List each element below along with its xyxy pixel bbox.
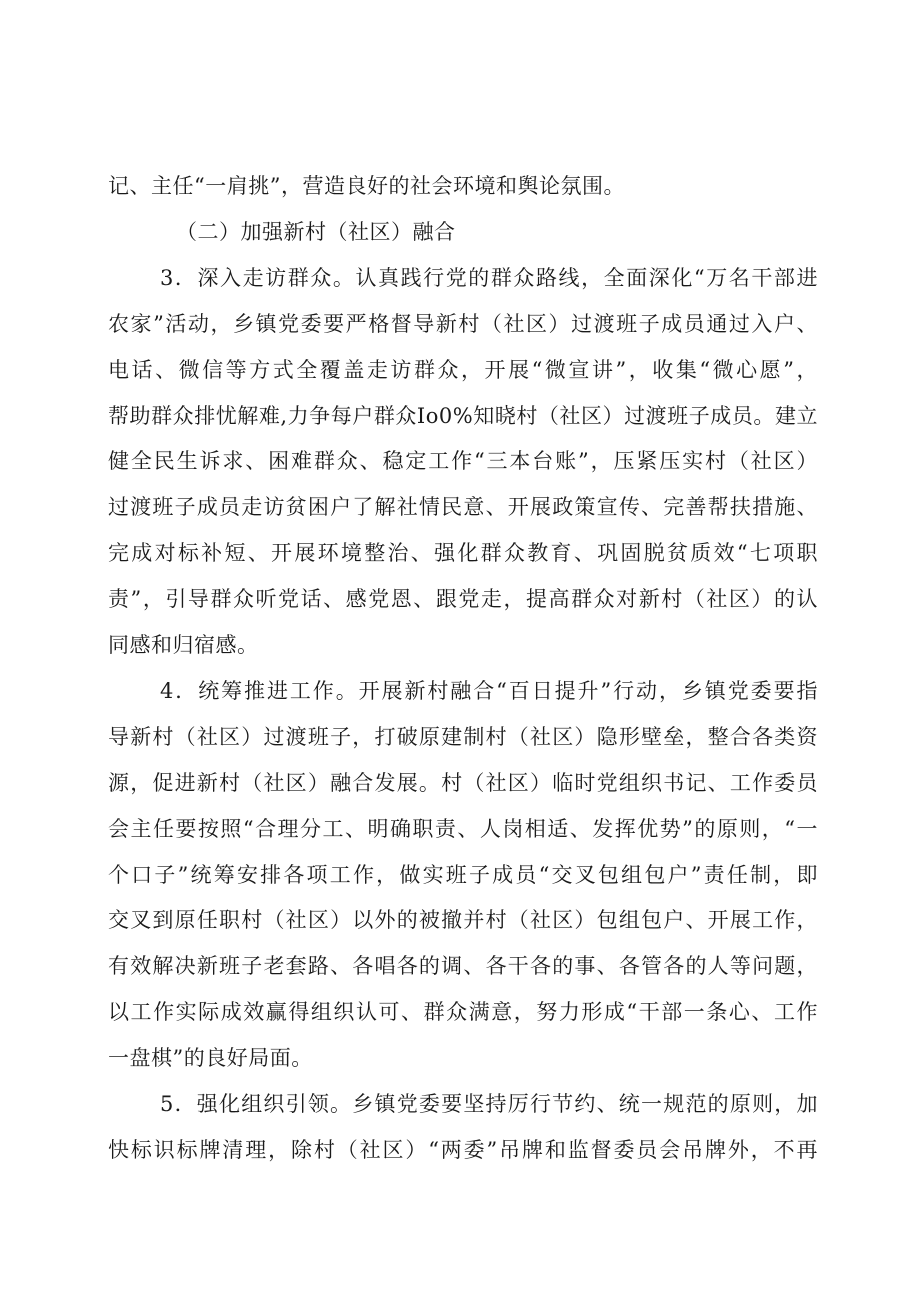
- paragraph-line: 4．统筹推进工作。开展新村融合“百日提升”行动，乡镇党委要指: [160, 679, 818, 703]
- paragraph-line: 过渡班子成员走访贫困户了解社情民意、开展政策宣传、完善帮扶措施、: [108, 495, 818, 519]
- paragraph-line: 导新村（社区）过渡班子，打破原建制村（社区）隐形壁垒，整合各类资: [108, 725, 818, 749]
- paragraph-line: 源，促进新村（社区）融合发展。村（社区）临时党组织书记、工作委员: [108, 771, 818, 795]
- paragraph-line: 完成对标补短、开展环境整治、强化群众教育、巩固脱贫质效“七项职: [108, 541, 818, 565]
- paragraph-line: 交叉到原任职村（社区）以外的被撤并村（社区）包组包户、开展工作，: [108, 908, 818, 932]
- section-heading: （二）加强新村（社区）融合: [176, 220, 456, 244]
- paragraph-line: 有效解决新班子老套路、各唱各的调、各干各的事、各管各的人等问题，: [108, 954, 818, 978]
- paragraph-line: 同感和归宿感。: [108, 633, 259, 657]
- paragraph-line: 一盘棋”的良好局面。: [108, 1046, 313, 1070]
- paragraph-line: 责”，引导群众听党话、感党恩、跟党走，提高群众对新村（社区）的认: [108, 587, 818, 611]
- paragraph-line: 健全民生诉求、困难群众、稳定工作“三本台账”，压紧压实村（社区）: [108, 449, 818, 473]
- paragraph-line: 以工作实际成效赢得组织认可、群众满意，努力形成“干部一条心、工作: [108, 1000, 818, 1024]
- paragraph-line: 电话、微信等方式全覆盖走访群众，开展“微宣讲”，收集“微心愿”，: [108, 358, 818, 382]
- paragraph-line: 3．深入走访群众。认真践行党的群众路线，全面深化“万名干部进: [160, 266, 818, 290]
- paragraph-line: 5．强化组织引领。乡镇党委要坚持厉行节约、统一规范的原则，加: [160, 1092, 818, 1116]
- paragraph-line: 农家”活动，乡镇党委要严格督导新村（社区）过渡班子成员通过入户、: [108, 312, 818, 336]
- paragraph-line: 会主任要按照“合理分工、明确职责、人岗相适、发挥优势”的原则，“一: [108, 817, 818, 841]
- paragraph-line: 快标识标牌清理，除村（社区）“两委”吊牌和监督委员会吊牌外，不再: [108, 1138, 818, 1162]
- text-line: 记、主任“一肩挑”，营造良好的社会环境和舆论氛围。: [108, 174, 625, 198]
- paragraph-line: 帮助群众排忧解难,力争每户群众Io0%知晓村（社区）过渡班子成员。建立: [108, 404, 818, 428]
- paragraph-line: 个口子”统筹安排各项工作，做实班子成员“交叉包组包户”责任制，即: [108, 863, 818, 887]
